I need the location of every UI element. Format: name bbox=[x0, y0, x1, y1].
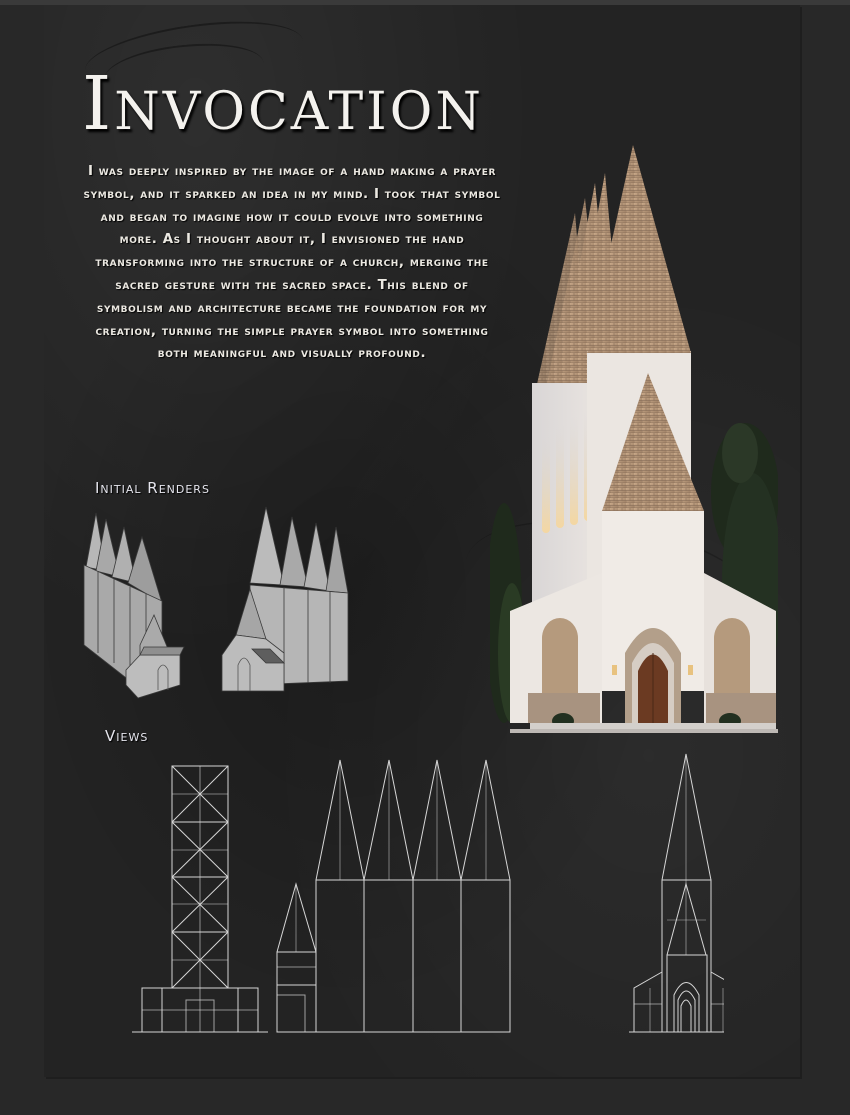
document-page bbox=[44, 5, 800, 1077]
render-perspective-right bbox=[220, 505, 380, 705]
views-group bbox=[124, 750, 724, 1040]
render-perspective-right-wrap bbox=[220, 505, 380, 705]
initial-renders-heading: Initial Renders bbox=[95, 479, 210, 497]
wireframe-side-elevation bbox=[277, 760, 510, 1032]
page-title: Invocation bbox=[82, 61, 484, 147]
wireframe-top-view bbox=[132, 766, 268, 1032]
description-paragraph: I was deeply inspired by the image of a hand making a prayer symbol, and it sparked an idea in my mind. I took that symbol and began to imagine how it could evolve into something more. As I thought about it, I envisioned the hand transforming into the structure of a church, merging the sacred gesture with the sacred space. This blend of symbolism and architecture became the foundation for my creation, turning the simple prayer symbol into something both meaningful and visually profound. bbox=[83, 164, 501, 362]
church-render-photo bbox=[490, 133, 778, 733]
wireframe-front-elevation bbox=[629, 754, 724, 1032]
views-heading: Views bbox=[105, 727, 149, 745]
